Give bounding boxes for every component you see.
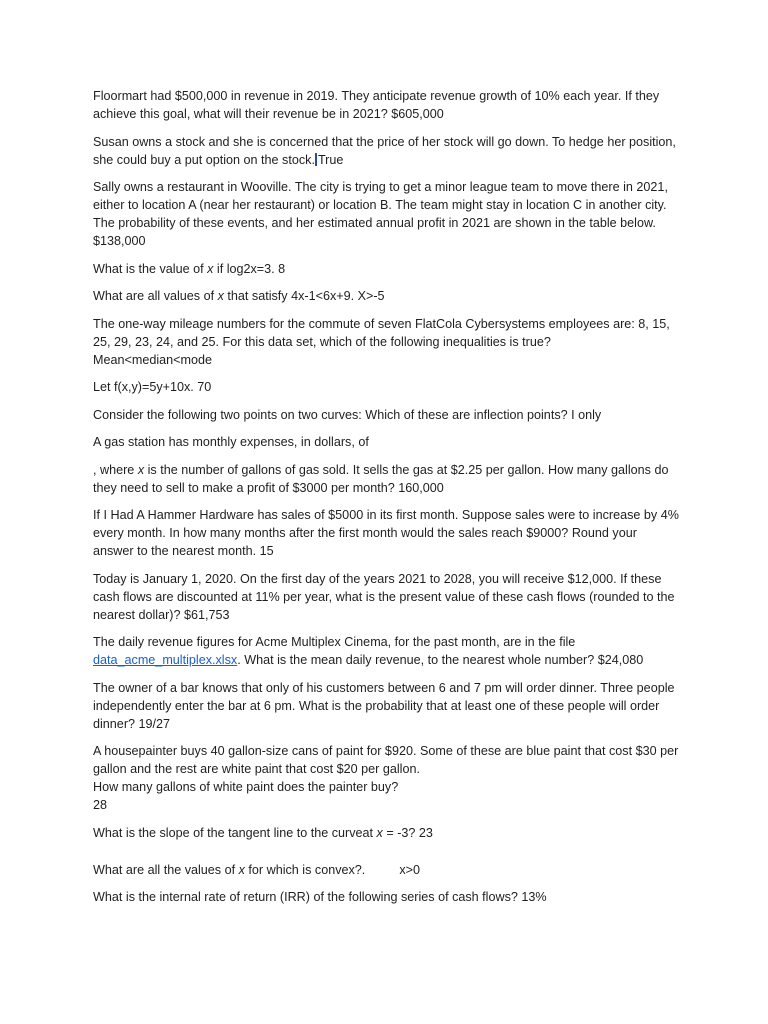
- variable-x: x: [217, 289, 224, 303]
- question-convexity: [93, 861, 679, 879]
- question-log-value: [93, 260, 679, 278]
- question-tangent-slope: [93, 824, 679, 842]
- question-inflection: [93, 406, 679, 424]
- answer-text: True: [317, 152, 344, 167]
- question-text: The one-way mileage numbers for the commute of seven FlatCola Cybersystems employees are: 8, 15, 25, 29, 23, 24, and 25. For this data set, which of the following inequalities is true?: [93, 316, 670, 349]
- text-cursor: [315, 153, 317, 166]
- question-text: If I Had A Hammer Hardware has sales of $5000 in its first month. Suppose sales were to increase by 4% every month. In how many months after the first month would the sales reach $9000? Round your answer to the nearest month. 15: [93, 508, 679, 558]
- question-irr: [93, 888, 679, 906]
- question-text: What is the value of: [93, 261, 208, 276]
- question-text: , where: [93, 462, 138, 477]
- data-file-link[interactable]: data_acme_multiplex.xlsx: [93, 653, 238, 667]
- question-text: The owner of a bar knows that only of his customers between 6 and 7 pm will order dinner. Three people independently enter the bar at 6 pm. What is the probability that at least one of these people will order dinner? 19/27: [93, 680, 675, 731]
- question-restaurant-profit: [93, 178, 679, 250]
- question-mileage: [93, 315, 679, 369]
- question-text: = -3? 23: [382, 825, 433, 840]
- variable-x: x: [238, 862, 245, 877]
- question-function: [93, 378, 679, 396]
- question-text: What is the slope of the tangent line to the curveat: [93, 825, 377, 840]
- question-bar-dinner: [93, 679, 679, 733]
- variable-x: x: [137, 462, 145, 477]
- question-housepainter: [93, 742, 679, 814]
- answer-text: 28: [93, 798, 108, 812]
- question-revenue-growth: [93, 87, 679, 123]
- question-text: What are all values of: [93, 289, 218, 303]
- question-cinema-revenue: [93, 633, 679, 669]
- variable-x: x: [376, 825, 383, 840]
- question-text: for which is convex?.: [244, 862, 366, 877]
- question-text: . What is the mean daily revenue, to the nearest whole number? $24,080: [237, 653, 644, 667]
- answer-text: Mean<median<mode: [93, 352, 213, 367]
- answer-text: x>0: [399, 862, 420, 877]
- question-text: Sally owns a restaurant in Wooville. The city is trying to get a minor league team to move there in 2021, either to location A (near her restaurant) or location B. The team might stay in location C in another city. The probability of these events, and her estimated annual profit in 2021 are shown in the table below. $138,000: [93, 180, 668, 248]
- question-inequality: [93, 287, 679, 305]
- question-gas-station: [93, 461, 679, 497]
- question-gas-station-intro: [93, 433, 679, 451]
- question-text: Consider the following two points on two curves: Which of these are inflection points? I only: [93, 407, 602, 422]
- question-present-value: [93, 570, 679, 624]
- question-hardware-sales: [93, 506, 679, 560]
- question-put-option: [93, 133, 679, 169]
- question-text: What is the internal rate of return (IRR) of the following series of cash flows? 13%: [93, 890, 547, 904]
- question-text: that satisfy 4x-1<6x+9. X>-5: [223, 289, 385, 303]
- question-text: A housepainter buys 40 gallon-size cans of paint for $920. Some of these are blue paint that cost $30 per gallon and the rest are white paint that cost $20 per gallon.: [93, 744, 679, 776]
- question-text: Today is January 1, 2020. On the first day of the years 2021 to 2028, you will receive $12,000. If these cash flows are discounted at 11% per year, what is the present value of these cash flows (rounded to the nearest dollar)? $61,753: [93, 571, 675, 622]
- question-text: Floormart had $500,000 in revenue in 2019. They anticipate revenue growth of 10% each year. If they achieve this goal, what will their revenue be in 2021? $605,000: [93, 89, 660, 121]
- question-text: A gas station has monthly expenses, in dollars, of: [93, 435, 369, 449]
- question-text: What are all the values of: [93, 862, 239, 877]
- question-text: if log2x=3. 8: [213, 261, 286, 276]
- question-text: How many gallons of white paint does the painter buy?: [93, 780, 399, 794]
- question-text: The daily revenue figures for Acme Multiplex Cinema, for the past month, are in the file: [93, 635, 576, 649]
- variable-x: x: [207, 261, 214, 276]
- document-page: [93, 87, 679, 916]
- question-text: is the number of gallons of gas sold. It sells the gas at $2.25 per gallon. How many gallons do they need to sell to make a profit of $3000 per month? 160,000: [93, 462, 669, 495]
- question-text: Susan owns a stock and she is concerned that the price of her stock will go down. To hedge her position, she could buy a put option on the stock.: [93, 134, 676, 167]
- question-text: Let f(x,y)=5y+10x. 70: [93, 380, 212, 394]
